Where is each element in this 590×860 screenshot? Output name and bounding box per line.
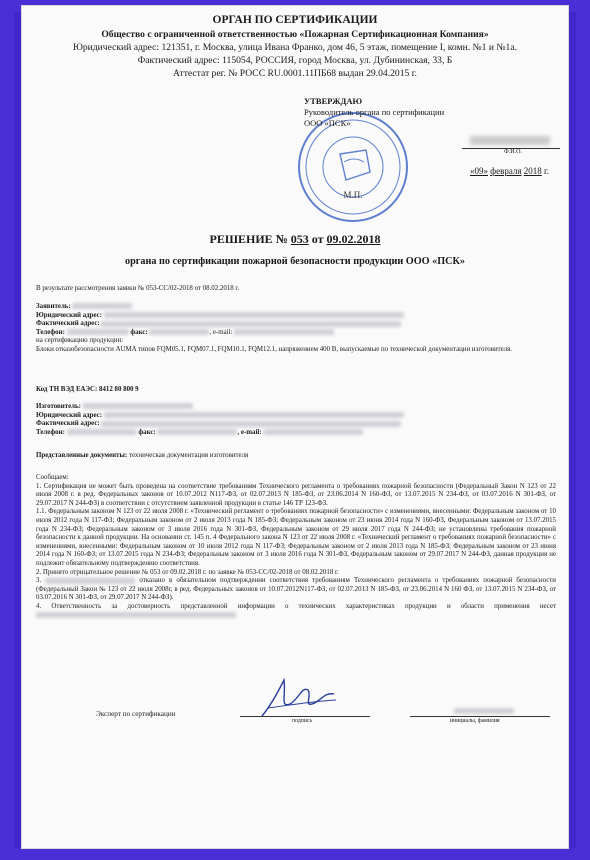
approval-line2: ООО «ПСК»: [304, 118, 351, 128]
paragraph-4-redacted: [36, 612, 236, 618]
header-attestat: Аттестат рег. № РОСС RU.0001.11ПБ68 выдан 29.04.2015 г.: [173, 68, 417, 79]
date-year: 2018: [523, 166, 542, 176]
maker-email-label: , e-mail:: [237, 428, 262, 436]
intro-text: В результате рассмотрения заявки № 053-СС/02-2018 от 08.02.2018 г.: [36, 285, 240, 292]
decision-date: 09.02.2018: [326, 232, 381, 246]
actual-redacted: [101, 321, 401, 327]
paragraph-3-text: отказано в обязательном подтверждении соответствия требованиям Технического регламента о требованиях пожарной безопасности (Федеральный Закон № 123 от 22 июля 2008г, в ред. Федеральных законов от 10.07.2012N117-ФЗ, от 02.07.2013 N 185-ФЗ, от 23.06.2014 N 160 ФЗ, от 13.07.2015 N 234-ФЗ, от 03.07.2016 N 301-ФЗ, от 29.07.2017 N 244-ФЗ).: [36, 577, 556, 602]
maker-fax-redacted: [157, 429, 237, 435]
maker-email-redacted: [263, 429, 363, 435]
paragraph-3-prefix: 3.: [36, 577, 42, 585]
report-heading: Сообщаем:: [36, 474, 69, 481]
fio-caption: Ф.И.О.: [504, 149, 522, 155]
phone-label: Телефон:: [36, 328, 65, 336]
maker-label: Изготовитель:: [36, 403, 81, 410]
paragraph-2: 2. Принято отрицательное решение № 053 от 09.02.2018 г. по заявке № 053-СС/02-2018 от 08.02.2018 г.: [36, 568, 339, 576]
legal-redacted: [104, 312, 404, 318]
applicant-label: Заявитель:: [36, 303, 71, 310]
email-label: , e-mail:: [209, 328, 233, 336]
signature-caption: подпись: [292, 718, 313, 724]
date-suffix: г.: [544, 166, 549, 176]
maker-phone-redacted: [67, 429, 137, 435]
decision-from: от: [311, 232, 324, 246]
header-org: ОРГАН ПО СЕРТИФИКАЦИИ: [212, 14, 378, 26]
approval-date: [470, 166, 549, 176]
paragraph-1-1: 1.1. Федеральным законом N 123 от 22 июля 2008 г. «Технический регламент о требованиях пожарной безопасности» с изменениями, внесенными: Федеральным законом от 10 июля 2012 года N 117-ФЗ; Федеральным законом от 2 июля 2013 года N 185-ФЗ; Федеральным законом от 23 июня 2014 года N 160-ФЗ, Федеральным законом от 13.07.2015 года N 234-ФЗ; Федеральным законом от 3 июля 2016 года N 301-ФЗ, Федеральным законом от 29 июля 2017 года N 244-ФЗ; не установлены требования пожарной безопасности к данной продукции. На основании ст. 145 п. 4 Федерального закона N 123 от 22 июля 2008 г. «Технический регламент о требованиях пожарной безопасности» с изменениями, внесенными: Федеральным законом от 10 июля 2012 года N 117-ФЗ; Федеральным законом от 2 июля 2013 года N 185-ФЗ; Федеральным законом от 23 июня 2014 года N 160-ФЗ; от 13.07.2015 года N 234-ФЗ; Федеральным законом от 3 июля 2016 года N 301-ФЗ, Федеральным законом от 29.07.2017 N 244-ФЗ, данная продукция не подлежит обязательному подтверждению соответствия.: [36, 508, 556, 567]
applicant-legal-label: Юридический адрес:: [36, 311, 102, 319]
docs-value: техническая документация изготовителя: [128, 452, 249, 459]
document-page: [22, 6, 568, 848]
report-body: [36, 474, 556, 620]
decision-number: 053: [290, 232, 309, 246]
product-text: Блоки отказобезопасности AUMA типов FQM05.1, FQM07.1, FQM10.1, FQM12.1, напряжением 400 В, выпускаемые по технической документации изготовителя.: [36, 345, 513, 353]
maker-legal-redacted: [104, 412, 404, 418]
decision-subtitle: органа по сертификации пожарной безопасности продукции ООО «ПСК»: [125, 256, 465, 267]
maker-block: [36, 403, 556, 437]
docs-line: [36, 452, 556, 461]
email-redacted: [234, 329, 334, 335]
phone-redacted: [67, 329, 129, 335]
approval-title: УТВЕРЖДАЮ: [304, 96, 363, 106]
name-line: [410, 716, 550, 717]
header-legal-address: Юридический адрес: 121351, г. Москва, улица Ивана Франко, дом 46, 5 этаж, помещение I, комн. №1 и №1а.: [73, 42, 517, 53]
docs-label: Представленные документы:: [36, 452, 128, 459]
expert-label: Эксперт по сертификации: [96, 710, 176, 718]
applicant-block: [36, 303, 556, 355]
maker-redacted: [83, 403, 193, 409]
header-actual-address: Фактический адрес: 115054, РОССИЯ, город Москва, ул. Дубининская, 33, Б: [137, 55, 453, 66]
expert-name-redacted: [454, 708, 514, 714]
paragraph-3-redacted: [45, 578, 135, 584]
paragraph-1: 1. Сертификация не может быть проведена на соответствие требованиям Технического регламента о требованиях пожарной безопасности (Федеральный Закон N 123 от 22 июля 2008 г. в ред. Федеральных законов от 10.07.2012 N117-ФЗ, от 02.07.2013 N 185-ФЗ, от 23.06.2014 N 160-ФЗ, от 13.07.2015 N 234-ФЗ, от 03.07.2016 N 301-ФЗ, от 29.07.2017 N 244-ФЗ) в соответствии с отсутствием заявленной продукции в статье 146 ТР 123-ФЗ.: [36, 482, 556, 507]
decision-title: [22, 232, 568, 247]
header-company: Общество с ограниченной ответственностью «Пожарная Сертификационная Компания»: [101, 29, 489, 40]
maker-phone-label: Телефон:: [36, 428, 65, 436]
fax-redacted: [149, 329, 209, 335]
maker-actual-redacted: [101, 421, 401, 427]
maker-actual-label: Фактический адрес:: [36, 420, 100, 428]
signature-line: [240, 716, 370, 717]
applicant-actual-label: Фактический адрес:: [36, 320, 100, 328]
head-signature-blurred: [470, 136, 550, 145]
paragraph-4-text: 4. Ответственность за достоверность представленной информации о технических характеристиках продукции и области применения несет: [36, 602, 556, 610]
tnved-code: Код ТН ВЭД ЕАЭС: 8412 80 800 9: [36, 386, 139, 393]
stamp-caption: М.П.: [343, 190, 363, 200]
fax-label: факс:: [130, 328, 148, 336]
maker-fax-label: факс:: [138, 428, 156, 436]
decision-prefix: РЕШЕНИЕ №: [209, 232, 288, 246]
paragraph-4: [36, 603, 556, 620]
date-day: «09»: [470, 166, 488, 176]
approval-block: [304, 96, 444, 129]
approval-line1: Руководитель органа по сертификации: [304, 107, 445, 117]
date-month: февраля: [490, 166, 522, 176]
product-heading: на сертификацию продукции:: [36, 337, 124, 345]
maker-legal-label: Юридический адрес:: [36, 411, 102, 419]
applicant-redacted: [72, 303, 132, 309]
name-caption: инициалы, фамилия: [450, 718, 500, 724]
signature-row: [22, 666, 568, 746]
paragraph-3: [36, 577, 556, 603]
